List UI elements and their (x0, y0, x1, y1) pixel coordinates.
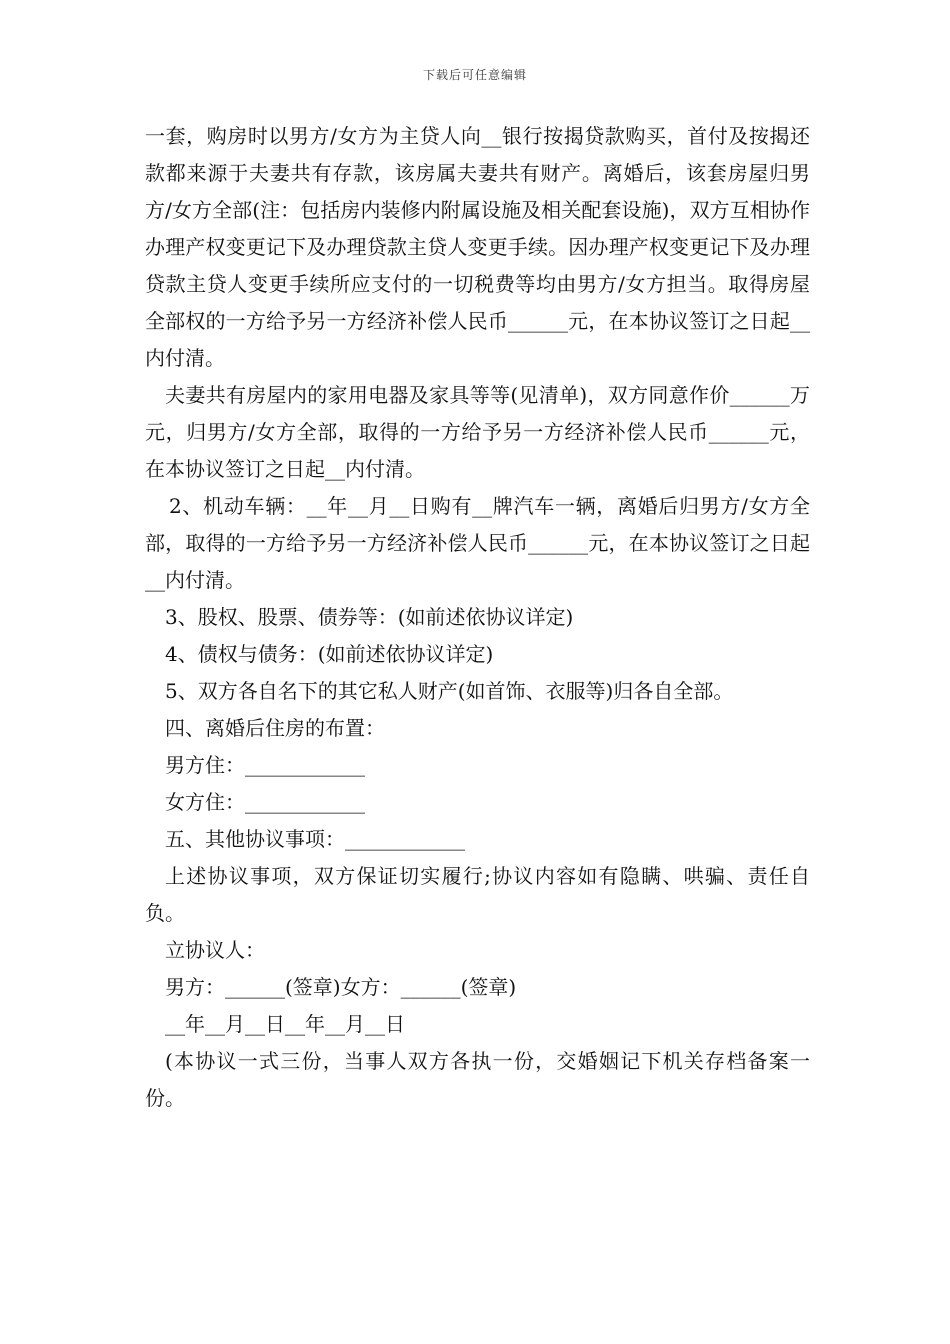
male-residence-line: 男方住：____________ (165, 753, 365, 777)
page-header-note: 下载后可任意编辑 (422, 68, 527, 82)
paragraph-debts: 4、债权与债务：(如前述依协议详定) (165, 642, 494, 666)
section-other-matters: 五、其他协议事项：____________ (165, 827, 465, 851)
paragraph-appliances: 夫妻共有房屋内的家用电器及家具等等(见清单)，双方同意作价______万元，归男方/女方全部，取得的一方给予另一方经济补偿人民币______元，在本协议签订之日起__内付清。 (145, 383, 810, 481)
section-housing-heading: 四、离婚后住房的布置： (165, 716, 385, 740)
paragraph-private-property: 5、双方各自名下的其它私人财产(如首饰、衣服等)归各自全部。 (165, 679, 734, 703)
paragraph-copies-note: (本协议一式三份，当事人双方各执一份，交婚姻记下机关存档备案一份。 (145, 1049, 810, 1110)
paragraph-guarantee: 上述协议事项，双方保证切实履行;协议内容如有隐瞒、哄骗、责任自负。 (145, 864, 810, 925)
paragraph-house-division: 一套，购房时以男方/女方为主贷人向__银行按揭贷款购买，首付及按揭还款都来源于夫妻共有存款，该房属夫妻共有财产。离婚后，该套房屋归男方/女方全部(注：包括房内装修内附属设施及相关配套设施)，双方互相协作办理产权变更记下及办理贷款主贷人变更手续。因办理产权变更记下及办理贷款主贷人变更手续所应支付的一切税费等均由男方/女方担当。取得房屋全部权的一方给予另一方经济补偿人民币______元，在本协议签订之日起__内付清。 (145, 124, 810, 370)
document-body (145, 118, 810, 1117)
date-line: __年__月__日__年__月__日 (165, 1012, 405, 1036)
signatories-label: 立协议人： (165, 938, 265, 962)
signature-line: 男方：______(签章)女方：______(签章) (165, 975, 517, 999)
female-residence-line: 女方住：____________ (165, 790, 365, 814)
paragraph-vehicle: 2、机动车辆：__年__月__日购有__牌汽车一辆，离婚后归男方/女方全部，取得的一方给予另一方经济补偿人民币______元，在本协议签订之日起__内付清。 (145, 494, 810, 592)
paragraph-equity: 3、股权、股票、债券等：(如前述依协议详定) (165, 605, 574, 629)
